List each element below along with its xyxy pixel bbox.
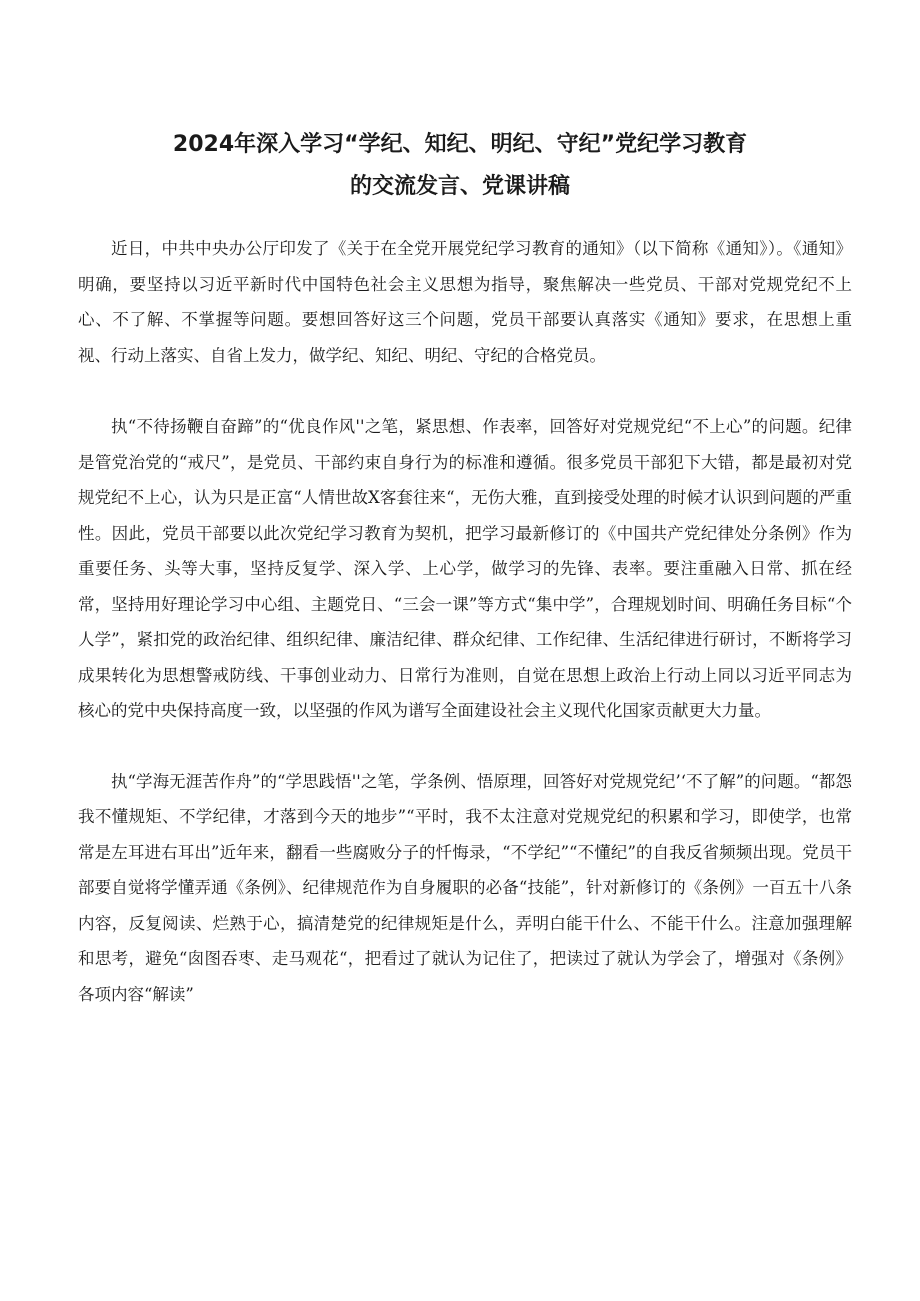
paragraph-2: 执“不待扬鞭自奋蹄”的“优良作风''之笔，紧思想、作表率，回答好对党规党纪“不上心”的问题。纪律是管党治党的“戒尺”，是党员、干部约束自身行为的标准和遵循。很多党员干部犯下大错，都是最初对党规党纪不上心，认为只是正富“人情世故X客套往来“，无伤大雅，直到接受处理的时候才认识到问题的严重性。因此，党员干部要以此次党纪学习教育为契机，把学习最新修订的《中国共产党纪律处分条例》作为重要任务、头等大事，坚持反复学、深入学、上心学，做学习的先锋、表率。要注重融入日常、抓在经常，坚持用好理论学习中心组、主题党日、“三会一课”等方式“集中学”，合理规划时间、明确任务目标“个人学”，紧扣党的政治纪律、组织纪律、廉洁纪律、群众纪律、工作纪律、生活纪律进行研讨，不断将学习成果转化为思想警戒防线、干事创业动力、日常行为准则，自觉在思想上政治上行动上同以习近平同志为核心的党中央保持高度一致，以坚强的作风为谱写全面建设社会主义现代化国家贡献更大力量。 [78,417,852,720]
document-title [80,124,840,208]
paragraph-1: 近日，中共中央办公厅印发了《关于在全党开展党纪学习教育的通知》（以下简称《通知》）。《通知》明确，要坚持以习近平新时代中国特色社会主义思想为指导，聚焦解决一些党员、干部对党规党纪不上心、不了解、不掌握等问题。要想回答好这三个问题，党员干部要认真落实《通知》要求，在思想上重视、行动上落实、自省上发力，做学纪、知纪、明纪、守纪的合格党员。 [78,239,852,365]
title-line-1: 2024年深入学习“学纪、知纪、明纪、守纪”党纪学习教育 [172,132,748,157]
title-line-2: 的交流发言、党课讲稿 [349,174,570,199]
paragraph-3: 执“学海无涯苦作舟”的“学思践悟''之笔，学条例、悟原理，回答好对党规党纪’‘不了解”的问题。“都怨我不懂规矩、不学纪律，才落到今天的地步”“平时，我不太注意对党规党纪的积累和学习，即使学，也常常是左耳进右耳出”近年来，翻看一些腐败分子的忏悔录，“不学纪”“不懂纪”的自我反省频频出现。党员干部要自觉将学懂弄通《条例》、纪律规范作为自身履职的必备“技能”，针对新修订的《条例》一百五十八条内容，反复阅读、烂熟于心，搞清楚党的纪律规矩是什么，弄明白能干什么、不能干什么。注意加强理解和思考，避免“囱图吞枣、走马观花“，把看过了就认为记住了，把读过了就认为学会了，增强对《条例》各项内容“解读” [78,771,852,1004]
document-body [78,231,852,1012]
